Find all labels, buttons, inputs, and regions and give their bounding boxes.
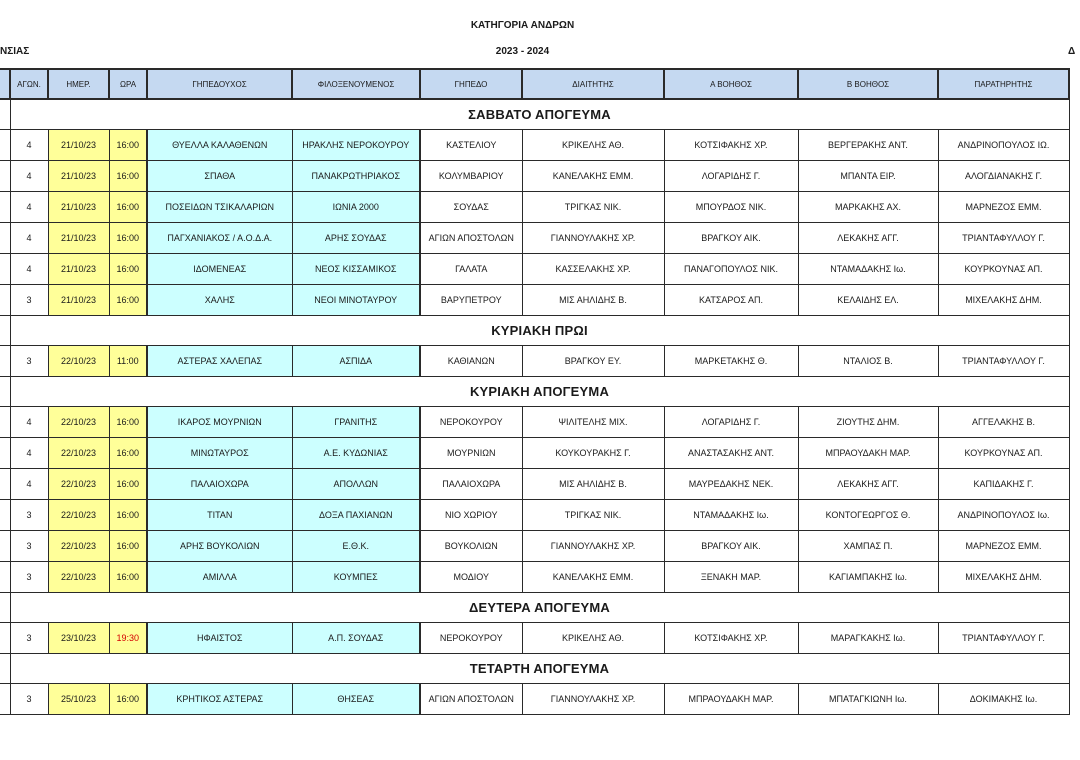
column-header-date: ΗΜΕΡ. [48, 69, 109, 99]
match-time: 16:00 [109, 130, 147, 161]
match-round: 3 [10, 531, 48, 562]
match-round: 3 [10, 346, 48, 377]
column-header-empty [0, 69, 10, 99]
home-team: ΘΥΕΛΛΑ ΚΑΛΑΘΕΝΩΝ [147, 130, 292, 161]
observer: ΚΟΥΡΚΟΥΝΑΣ ΑΠ. [938, 438, 1069, 469]
assistant-b: ΜΑΡΚΑΚΗΣ ΑΧ. [798, 192, 938, 223]
match-date: 23/10/23 [48, 623, 109, 654]
referee: ΜΙΣ ΑΗΛΙΔΗΣ Β. [522, 469, 664, 500]
match-date: 21/10/23 [48, 223, 109, 254]
observer: ΤΡΙΑΝΤΑΦΥΛΛΟΥ Γ. [938, 346, 1069, 377]
assistant-b: ΝΤΑΛΙΟΣ Β. [798, 346, 938, 377]
home-team: ΗΦΑΙΣΤΟΣ [147, 623, 292, 654]
assistant-a: ΚΑΤΣΑΡΟΣ ΑΠ. [664, 285, 798, 316]
referee: ΚΡΙΚΕΛΗΣ ΑΘ. [522, 623, 664, 654]
match-time: 11:00 [109, 346, 147, 377]
match-time: 16:00 [109, 254, 147, 285]
home-team: ΑΣΤΕΡΑΣ ΧΑΛΕΠΑΣ [147, 346, 292, 377]
row-edge-cell [0, 223, 10, 254]
column-header-row [0, 69, 1069, 99]
venue: ΓΑΛΑΤΑ [420, 254, 522, 285]
match-row [0, 623, 1069, 654]
match-row [0, 407, 1069, 438]
section-title: ΔΕΥΤΕΡΑ ΑΠΟΓΕΥΜΑ [10, 593, 1069, 623]
match-date: 25/10/23 [48, 684, 109, 715]
match-time: 19:30 [109, 623, 147, 654]
assistant-b: ΛΕΚΑΚΗΣ ΑΓΓ. [798, 469, 938, 500]
assistant-a: ΜΠΡΑΟΥΔΑΚΗ ΜΑΡ. [664, 684, 798, 715]
match-time: 16:00 [109, 407, 147, 438]
observer: ΚΟΥΡΚΟΥΝΑΣ ΑΠ. [938, 254, 1069, 285]
match-round: 4 [10, 223, 48, 254]
observer: ΤΡΙΑΝΤΑΦΥΛΛΟΥ Γ. [938, 623, 1069, 654]
assistant-a: ΝΤΑΜΑΔΑΚΗΣ Ιω. [664, 500, 798, 531]
match-round: 4 [10, 130, 48, 161]
match-date: 22/10/23 [48, 562, 109, 593]
match-time: 16:00 [109, 438, 147, 469]
assistant-a: ΑΝΑΣΤΑΣΑΚΗΣ ΑΝΤ. [664, 438, 798, 469]
home-team: ΠΟΣΕΙΔΩΝ ΤΣΙΚΑΛΑΡΙΩΝ [147, 192, 292, 223]
match-time: 16:00 [109, 285, 147, 316]
header-right-fragment: Δ [1068, 46, 1076, 57]
assistant-a: ΜΑΥΡΕΔΑΚΗΣ ΝΕΚ. [664, 469, 798, 500]
assistant-b: ΚΟΝΤΟΓΕΩΡΓΟΣ Θ. [798, 500, 938, 531]
column-header-referee: ΔΙΑΙΤΗΤΗΣ [522, 69, 664, 99]
section-row [0, 593, 1069, 623]
observer: ΑΛΟΓΔΙΑΝΑΚΗΣ Γ. [938, 161, 1069, 192]
referee: ΨΙΛΙΤΕΛΗΣ ΜΙΧ. [522, 407, 664, 438]
observer: ΔΟΚΙΜΑΚΗΣ Ιω. [938, 684, 1069, 715]
match-round: 4 [10, 407, 48, 438]
match-row [0, 684, 1069, 715]
venue: ΠΑΛΑΙΟΧΩΡΑ [420, 469, 522, 500]
observer: ΜΑΡΝΕΖΟΣ ΕΜΜ. [938, 531, 1069, 562]
match-date: 22/10/23 [48, 469, 109, 500]
match-round: 4 [10, 469, 48, 500]
match-time: 16:00 [109, 223, 147, 254]
referee: ΚΟΥΚΟΥΡΑΚΗΣ Γ. [522, 438, 664, 469]
section-row [0, 99, 1069, 130]
match-time: 16:00 [109, 562, 147, 593]
venue: ΣΟΥΔΑΣ [420, 192, 522, 223]
match-time: 16:00 [109, 192, 147, 223]
venue: ΚΑΣΤΕΛΙΟΥ [420, 130, 522, 161]
venue: ΝΙΟ ΧΩΡΙΟΥ [420, 500, 522, 531]
referee: ΓΙΑΝΝΟΥΛΑΚΗΣ ΧΡ. [522, 531, 664, 562]
match-time: 16:00 [109, 500, 147, 531]
assistant-b: ΝΤΑΜΑΔΑΚΗΣ Ιω. [798, 254, 938, 285]
match-round: 3 [10, 562, 48, 593]
assistant-b: ΚΕΛΑΙΔΗΣ ΕΛ. [798, 285, 938, 316]
assistant-b: ΜΠΡΑΟΥΔΑΚΗ ΜΑΡ. [798, 438, 938, 469]
observer: ΑΝΔΡΙΝΟΠΟΥΛΟΣ ΙΩ. [938, 130, 1069, 161]
away-team: Α.Π. ΣΟΥΔΑΣ [292, 623, 420, 654]
venue: ΑΓΙΩΝ ΑΠΟΣΤΟΛΩΝ [420, 223, 522, 254]
assistant-b: ΒΕΡΓΕΡΑΚΗΣ ΑΝΤ. [798, 130, 938, 161]
assistant-b: ΖΙΟΥΤΗΣ ΔΗΜ. [798, 407, 938, 438]
match-date: 22/10/23 [48, 438, 109, 469]
match-row [0, 469, 1069, 500]
match-row [0, 161, 1069, 192]
match-time: 16:00 [109, 161, 147, 192]
assistant-a: ΜΑΡΚΕΤΑΚΗΣ Θ. [664, 346, 798, 377]
column-header-observer: ΠΑΡΑΤΗΡΗΤΗΣ [938, 69, 1069, 99]
assistant-b: ΛΕΚΑΚΗΣ ΑΓΓ. [798, 223, 938, 254]
section-edge-cell [0, 99, 10, 130]
match-round: 3 [10, 285, 48, 316]
observer: ΤΡΙΑΝΤΑΦΥΛΛΟΥ Γ. [938, 223, 1069, 254]
row-edge-cell [0, 346, 10, 377]
away-team: ΗΡΑΚΛΗΣ ΝΕΡΟΚΟΥΡΟΥ [292, 130, 420, 161]
referee: ΤΡΙΓΚΑΣ ΝΙΚ. [522, 192, 664, 223]
referee: ΚΑΣΣΕΛΑΚΗΣ ΧΡ. [522, 254, 664, 285]
row-edge-cell [0, 161, 10, 192]
assistant-b: ΜΠΑΤΑΓΚΙΩΝΗ Ιω. [798, 684, 938, 715]
match-round: 3 [10, 684, 48, 715]
match-date: 21/10/23 [48, 192, 109, 223]
match-date: 21/10/23 [48, 254, 109, 285]
away-team: ΝΕΟΙ ΜΙΝΟΤΑΥΡΟΥ [292, 285, 420, 316]
row-edge-cell [0, 438, 10, 469]
section-edge-cell [0, 377, 10, 407]
section-title: ΚΥΡΙΑΚΗ ΑΠΟΓΕΥΜΑ [10, 377, 1069, 407]
away-team: ΝΕΟΣ ΚΙΣΣΑΜΙΚΟΣ [292, 254, 420, 285]
away-team: ΔΟΞΑ ΠΑΧΙΑΝΩΝ [292, 500, 420, 531]
header-left-fragment: ΝΣΙΑΣ [0, 46, 30, 57]
assistant-b: ΜΠΑΝΤΑ ΕΙΡ. [798, 161, 938, 192]
venue: ΚΑΘΙΑΝΩΝ [420, 346, 522, 377]
venue: ΒΑΡΥΠΕΤΡΟΥ [420, 285, 522, 316]
match-date: 22/10/23 [48, 407, 109, 438]
row-edge-cell [0, 407, 10, 438]
column-header-assistant-b: Β ΒΟΗΘΟΣ [798, 69, 938, 99]
assistant-b: ΚΑΓΙΑΜΠΑΚΗΣ Ιω. [798, 562, 938, 593]
row-edge-cell [0, 684, 10, 715]
row-edge-cell [0, 130, 10, 161]
referee: ΚΑΝΕΛΑΚΗΣ ΕΜΜ. [522, 562, 664, 593]
observer: ΜΙΧΕΛΑΚΗΣ ΔΗΜ. [938, 285, 1069, 316]
venue: ΒΟΥΚΟΛΙΩΝ [420, 531, 522, 562]
match-round: 4 [10, 254, 48, 285]
match-date: 22/10/23 [48, 346, 109, 377]
column-header-round: ΑΓΩΝ. [10, 69, 48, 99]
match-row [0, 130, 1069, 161]
referee: ΒΡΑΓΚΟΥ ΕΥ. [522, 346, 664, 377]
match-row [0, 562, 1069, 593]
row-edge-cell [0, 254, 10, 285]
referee: ΓΙΑΝΝΟΥΛΑΚΗΣ ΧΡ. [522, 223, 664, 254]
row-edge-cell [0, 500, 10, 531]
venue: ΜΟΔΙΟΥ [420, 562, 522, 593]
column-header-time: ΩΡΑ [109, 69, 147, 99]
match-row [0, 531, 1069, 562]
match-date: 21/10/23 [48, 161, 109, 192]
section-edge-cell [0, 654, 10, 684]
row-edge-cell [0, 623, 10, 654]
referee: ΤΡΙΓΚΑΣ ΝΙΚ. [522, 500, 664, 531]
home-team: ΑΡΗΣ ΒΟΥΚΟΛΙΩΝ [147, 531, 292, 562]
assistant-a: ΒΡΑΓΚΟΥ ΑΙΚ. [664, 531, 798, 562]
match-round: 3 [10, 623, 48, 654]
match-round: 4 [10, 161, 48, 192]
venue: ΑΓΙΩΝ ΑΠΟΣΤΟΛΩΝ [420, 684, 522, 715]
column-header-venue: ΓΗΠΕΔΟ [420, 69, 522, 99]
row-edge-cell [0, 469, 10, 500]
assistant-a: ΞΕΝΑΚΗ ΜΑΡ. [664, 562, 798, 593]
assistant-a: ΛΟΓΑΡΙΔΗΣ Γ. [664, 407, 798, 438]
assistant-a: ΠΑΝΑΓΟΠΟΥΛΟΣ ΝΙΚ. [664, 254, 798, 285]
assistant-b: ΜΑΡΑΓΚΑΚΗΣ Ιω. [798, 623, 938, 654]
match-row [0, 438, 1069, 469]
section-title: ΚΥΡΙΑΚΗ ΠΡΩΙ [10, 316, 1069, 346]
away-team: ΑΡΗΣ ΣΟΥΔΑΣ [292, 223, 420, 254]
home-team: ΤΙΤΑΝ [147, 500, 292, 531]
match-time: 16:00 [109, 684, 147, 715]
assistant-a: ΚΟΤΣΙΦΑΚΗΣ ΧΡ. [664, 623, 798, 654]
observer: ΑΓΓΕΛΑΚΗΣ Β. [938, 407, 1069, 438]
away-team: ΚΟΥΜΠΕΣ [292, 562, 420, 593]
away-team: ΘΗΣΕΑΣ [292, 684, 420, 715]
document-title: ΚΑΤΗΓΟΡΙΑ ΑΝΔΡΩΝ [470, 20, 575, 31]
home-team: ΧΑΛΗΣ [147, 285, 292, 316]
home-team: ΠΑΛΑΙΟΧΩΡΑ [147, 469, 292, 500]
section-title: ΣΑΒΒΑΤΟ ΑΠΟΓΕΥΜΑ [10, 99, 1069, 130]
section-row [0, 316, 1069, 346]
row-edge-cell [0, 192, 10, 223]
match-round: 3 [10, 500, 48, 531]
match-date: 21/10/23 [48, 130, 109, 161]
away-team: Ε.Θ.Κ. [292, 531, 420, 562]
away-team: ΑΣΠΙΔΑ [292, 346, 420, 377]
referee: ΚΡΙΚΕΛΗΣ ΑΘ. [522, 130, 664, 161]
match-row [0, 500, 1069, 531]
season-label: 2023 - 2024 [495, 46, 550, 57]
column-header-away: ΦΙΛΟΞΕΝΟΥΜΕΝΟΣ [292, 69, 420, 99]
match-time: 16:00 [109, 531, 147, 562]
referee: ΓΙΑΝΝΟΥΛΑΚΗΣ ΧΡ. [522, 684, 664, 715]
row-edge-cell [0, 562, 10, 593]
column-header-home: ΓΗΠΕΔΟΥΧΟΣ [147, 69, 292, 99]
home-team: ΚΡΗΤΙΚΟΣ ΑΣΤΕΡΑΣ [147, 684, 292, 715]
section-row [0, 377, 1069, 407]
match-round: 4 [10, 438, 48, 469]
match-row [0, 285, 1069, 316]
venue: ΝΕΡΟΚΟΥΡΟΥ [420, 623, 522, 654]
observer: ΜΙΧΕΛΑΚΗΣ ΔΗΜ. [938, 562, 1069, 593]
column-header-assistant-a: Α ΒΟΗΘΟΣ [664, 69, 798, 99]
section-edge-cell [0, 593, 10, 623]
home-team: ΜΙΝΩΤΑΥΡΟΣ [147, 438, 292, 469]
match-round: 4 [10, 192, 48, 223]
section-title: ΤΕΤΑΡΤΗ ΑΠΟΓΕΥΜΑ [10, 654, 1069, 684]
away-team: ΑΠΟΛΛΩΝ [292, 469, 420, 500]
match-time: 16:00 [109, 469, 147, 500]
observer: ΜΑΡΝΕΖΟΣ ΕΜΜ. [938, 192, 1069, 223]
home-team: ΣΠΑΘΑ [147, 161, 292, 192]
away-team: ΠΑΝΑΚΡΩΤΗΡΙΑΚΟΣ [292, 161, 420, 192]
match-date: 22/10/23 [48, 531, 109, 562]
assistant-a: ΚΟΤΣΙΦΑΚΗΣ ΧΡ. [664, 130, 798, 161]
schedule-table [0, 68, 1070, 715]
section-edge-cell [0, 316, 10, 346]
away-team: ΓΡΑΝΙΤΗΣ [292, 407, 420, 438]
assistant-a: ΛΟΓΑΡΙΔΗΣ Γ. [664, 161, 798, 192]
match-date: 22/10/23 [48, 500, 109, 531]
venue: ΜΟΥΡΝΙΩΝ [420, 438, 522, 469]
assistant-a: ΜΠΟΥΡΔΟΣ ΝΙΚ. [664, 192, 798, 223]
section-row [0, 654, 1069, 684]
away-team: ΙΩΝΙΑ 2000 [292, 192, 420, 223]
away-team: Α.Ε. ΚΥΔΩΝΙΑΣ [292, 438, 420, 469]
match-date: 21/10/23 [48, 285, 109, 316]
row-edge-cell [0, 285, 10, 316]
home-team: ΑΜΙΛΛΑ [147, 562, 292, 593]
home-team: ΙΚΑΡΟΣ ΜΟΥΡΝΙΩΝ [147, 407, 292, 438]
assistant-a: ΒΡΑΓΚΟΥ ΑΙΚ. [664, 223, 798, 254]
venue: ΚΟΛΥΜΒΑΡΙΟΥ [420, 161, 522, 192]
row-edge-cell [0, 531, 10, 562]
venue: ΝΕΡΟΚΟΥΡΟΥ [420, 407, 522, 438]
referee: ΚΑΝΕΛΑΚΗΣ ΕΜΜ. [522, 161, 664, 192]
match-row [0, 223, 1069, 254]
home-team: ΠΑΓΧΑΝΙΑΚΟΣ / Α.Ο.Δ.Α. [147, 223, 292, 254]
referee: ΜΙΣ ΑΗΛΙΔΗΣ Β. [522, 285, 664, 316]
match-row [0, 254, 1069, 285]
observer: ΑΝΔΡΙΝΟΠΟΥΛΟΣ Ιω. [938, 500, 1069, 531]
assistant-b: ΧΑΜΠΑΣ Π. [798, 531, 938, 562]
match-row [0, 192, 1069, 223]
observer: ΚΑΠΙΔΑΚΗΣ Γ. [938, 469, 1069, 500]
match-row [0, 346, 1069, 377]
home-team: ΙΔΟΜΕΝΕΑΣ [147, 254, 292, 285]
